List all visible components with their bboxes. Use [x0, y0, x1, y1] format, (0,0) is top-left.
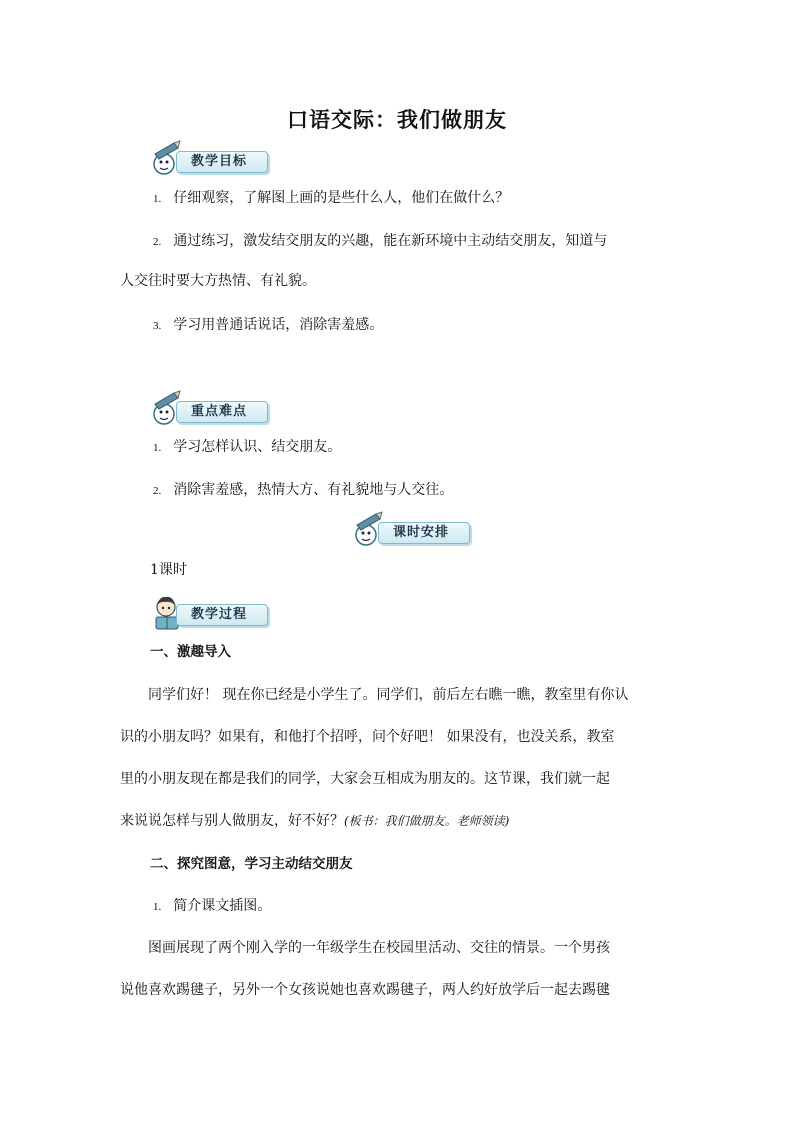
- key-item-2: 2. 消除害羞感，热情大方、有礼貌地与人交往。: [153, 482, 454, 498]
- part1-line-4: 来说说怎样与别人做朋友，好不好？(板书：我们做朋友。老师领读): [120, 813, 510, 829]
- section-label-schedule: [352, 511, 470, 549]
- key-item-1: 1. 学习怎样认识、结交朋友。: [153, 439, 342, 455]
- goal-item-2-cont: 人交往时要大方热情、有礼貌。: [120, 273, 316, 289]
- part1-heading: 一、激趣导入: [150, 644, 231, 660]
- page-title: 口语交际：我们做朋友: [287, 108, 507, 132]
- section-label-key: [150, 390, 268, 428]
- section-label-text: 课时安排: [393, 525, 450, 540]
- goal-item-3: 3. 学习用普通话说话，消除害羞感。: [153, 317, 384, 333]
- schedule-text: 1课时: [150, 562, 187, 578]
- goal-item-1: 1. 仔细观察，了解图上画的是些什么人，他们在做什么？: [153, 190, 510, 206]
- section-label-process: [150, 593, 268, 631]
- section-label-text: 教学过程: [191, 607, 248, 622]
- part2-heading: 二、探究图意，学习主动结交朋友: [150, 856, 353, 872]
- blackboard-note: (板书：我们做朋友。老师领读): [344, 814, 510, 828]
- part1-line-2: 识的小朋友吗？如果有，和他打个招呼，问个好吧！ 如果没有，也没关系，教室: [120, 729, 615, 745]
- goal-item-2: 2. 通过练习，激发结交朋友的兴趣，能在新环境中主动结交朋友，知道与: [153, 233, 608, 249]
- part1-line-3: 里的小朋友现在都是我们的同学，大家会互相成为朋友的。这节课，我们就一起: [120, 771, 610, 787]
- part2-line-2: 说他喜欢踢毽子，另外一个女孩说她也喜欢踢毽子，两人约好放学后一起去踢毽: [120, 982, 610, 998]
- part2-item-1: 1. 简介课文插图。: [153, 898, 272, 914]
- part1-line-1: 同学们好！ 现在你已经是小学生了。同学们，前后左右瞧一瞧，教室里有你认: [148, 687, 629, 703]
- section-label-goals: [150, 140, 268, 178]
- section-label-text: 教学目标: [191, 154, 248, 169]
- section-label-text: 重点难点: [191, 404, 248, 419]
- part2-line-1: 图画展现了两个刚入学的一年级学生在校园里活动、交往的情景。一个男孩: [148, 940, 610, 956]
